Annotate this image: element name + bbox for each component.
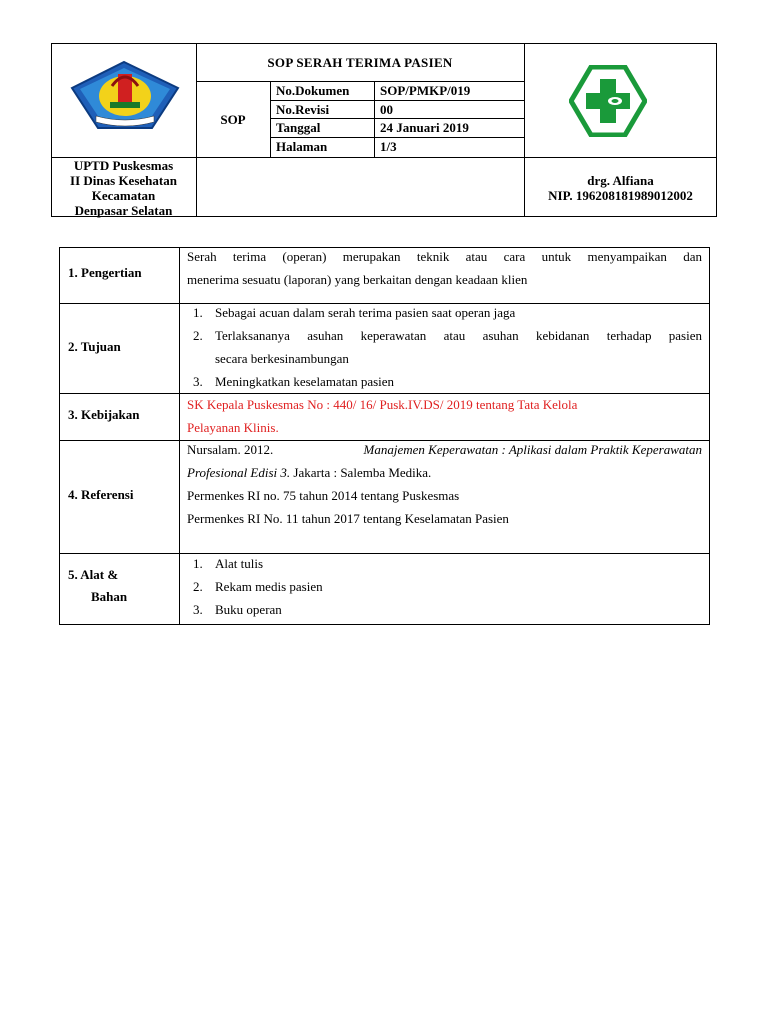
ref-publisher: Jakarta : Salemba Medika. <box>293 465 432 480</box>
institution-name: UPTD Puskesmas II Dinas Kesehatan Kecamatan Denpasar Selatan <box>70 158 177 218</box>
alat-item: Rekam medis pasien <box>215 579 323 594</box>
signer-name: drg. Alfiana <box>587 173 654 188</box>
alat-item: Buku operan <box>215 602 282 617</box>
tujuan-item: Sebagai acuan dalam serah terima pasien saat operan jaga <box>215 305 516 320</box>
section-title-alat: 5. Alat & <box>68 567 119 582</box>
header-divider <box>374 81 375 157</box>
list-number: 1. <box>193 305 203 320</box>
document-title: SOP SERAH TERIMA PASIEN <box>267 54 453 70</box>
signer-block <box>524 173 717 203</box>
list-number: 2. <box>193 579 203 594</box>
referensi-line: Permenkes RI No. 11 tahun 2017 tentang Keselamatan Pasien <box>187 511 509 526</box>
signer-nip: NIP. 196208181989012002 <box>548 188 693 203</box>
alat-item: Alat tulis <box>215 556 264 571</box>
referensi-line <box>187 438 702 461</box>
kebijakan-line: Pelayanan Klinis. <box>187 420 279 435</box>
tujuan-item: Meningkatkan keselamatan pasien <box>215 374 395 389</box>
referensi-line <box>187 461 431 484</box>
green-cross-logo-icon <box>569 65 647 137</box>
field-value: 00 <box>380 102 393 117</box>
field-label: Tanggal <box>276 120 321 135</box>
pengertian-line: Serah terima (operan) merupakan teknik atau cara untuk menyampaikan dan <box>187 249 702 264</box>
field-label: No.Dokumen <box>276 83 350 98</box>
section-title-kebijakan: 3. Kebijakan <box>68 407 140 422</box>
section-title-bahan: Bahan <box>91 589 128 604</box>
tujuan-item-cont: secara berkesinambungan <box>215 351 349 366</box>
section-title-referensi: 4. Referensi <box>68 487 134 502</box>
ref-title: Manajemen Keperawatan : Aplikasi dalam Praktik Keperawatan <box>363 442 702 457</box>
tujuan-item: Terlaksananya asuhan keperawatan atau asuhan kebidanan terhadap pasien <box>215 328 702 343</box>
field-value: 24 Januari 2019 <box>380 120 469 135</box>
table-divider <box>59 553 710 554</box>
section-title-pengertian: 1. Pengertian <box>68 265 142 280</box>
field-value: 1/3 <box>380 139 397 154</box>
ref-author: Nursalam. 2012. <box>187 442 274 457</box>
kebijakan-line: SK Kepala Puskesmas No : 440/ 16/ Pusk.IV.DS/ 2019 tentang Tata Kelola <box>187 397 578 412</box>
list-number: 3. <box>193 602 203 617</box>
list-number: 3. <box>193 374 203 389</box>
field-label: Halaman <box>276 139 328 154</box>
field-label: No.Revisi <box>276 102 330 117</box>
field-value: SOP/PMKP/019 <box>380 83 471 98</box>
regional-emblem-icon <box>68 58 182 132</box>
header-divider <box>270 81 271 157</box>
referensi-line: Permenkes RI no. 75 tahun 2014 tentang Puskesmas <box>187 488 460 503</box>
list-number: 2. <box>193 328 203 343</box>
pengertian-line: menerima sesuatu (laporan) yang berkaitan dengan keadaan klien <box>187 272 528 287</box>
ref-title-cont: Profesional Edisi 3. <box>187 465 291 480</box>
section-title-tujuan: 2. Tujuan <box>68 339 121 354</box>
list-number: 1. <box>193 556 203 571</box>
sop-label: SOP <box>220 111 246 127</box>
